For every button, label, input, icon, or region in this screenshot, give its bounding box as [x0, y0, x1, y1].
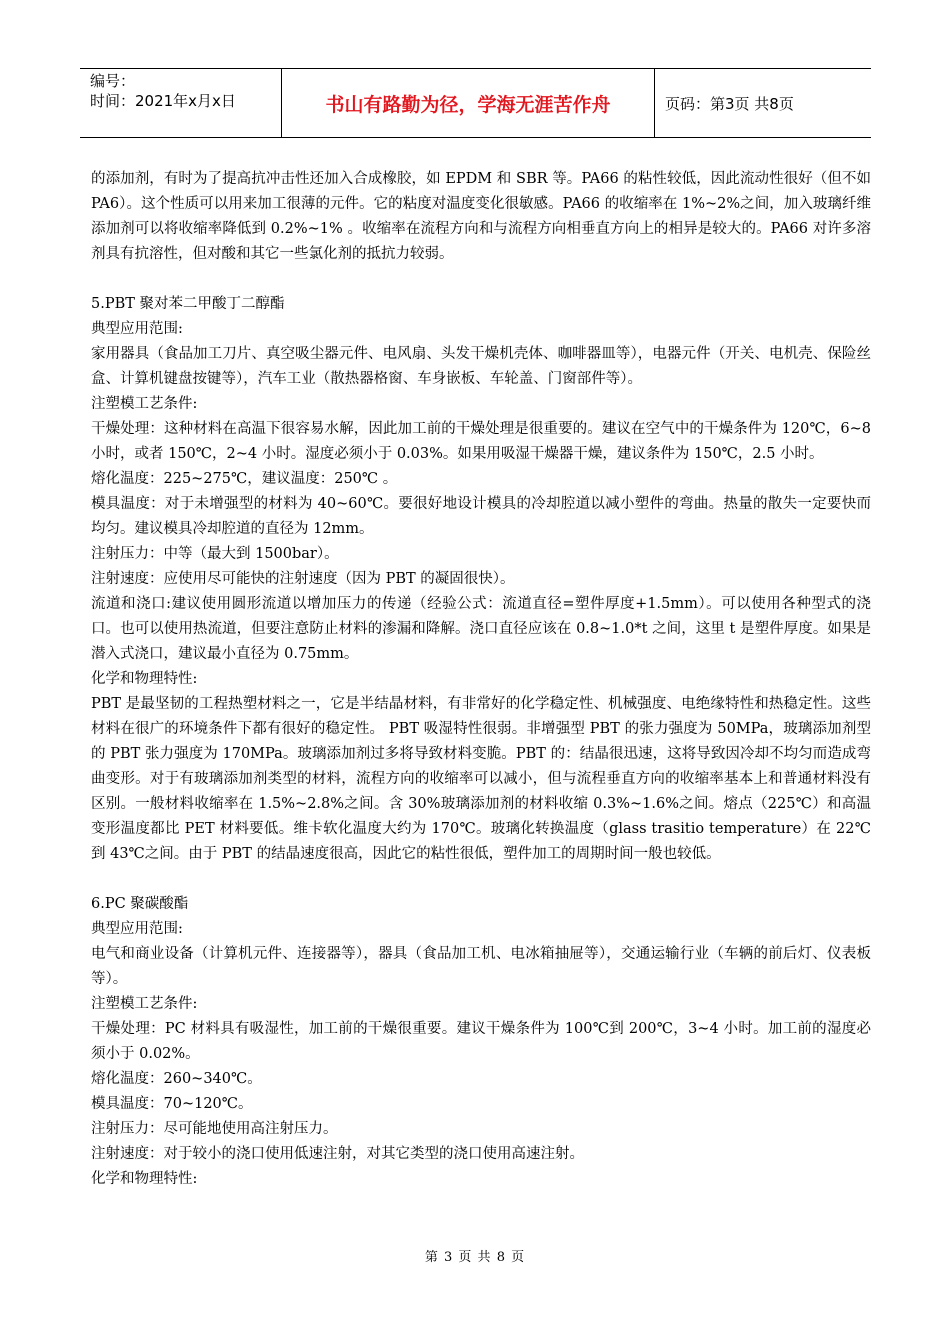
paragraph: 流道和浇口:建议使用圆形流道以增加压力的传递（经验公式：流道直径=塑件厚度+1.5mm）。可以使用各种型式的浇口。也可以使用热流道，但要注意防止材料的渗漏和降解。浇口直径应该在 0.8~1.0*t 之间，这里 t 是塑件厚度。如果是潜入式浇口，建议最小直径为 0.75mm。	[91, 596, 871, 662]
subheading: 典型应用范围:	[91, 921, 183, 937]
paragraph: 熔化温度：260~340℃。	[91, 1071, 262, 1087]
paragraph-gap	[91, 867, 871, 892]
page-header	[80, 68, 871, 138]
paragraph: 熔化温度：225~275℃，建议温度：250℃ 。	[91, 471, 398, 487]
page-footer: 第 3 页 共 8 页	[424, 1250, 526, 1265]
paragraph: 注射速度：应使用尽可能快的注射速度（因为 PBT 的凝固很快）。	[91, 571, 515, 587]
paragraph: 模具温度：对于未增强型的材料为 40~60℃。要很好地设计模具的冷却腔道以减小塑件的弯曲。热量的散失一定要快而均匀。建议模具冷却腔道的直径为 12mm。	[91, 496, 871, 537]
header-page-info: 页码：第3页 共8页	[665, 94, 794, 113]
paragraph: 注射速度：对于较小的浇口使用低速注射，对其它类型的浇口使用高速注射。	[91, 1146, 584, 1162]
paragraph: 干燥处理：PC 材料具有吸湿性，加工前的干燥很重要。建议干燥条件为 100℃到 200℃，3~4 小时。加工前的湿度必须小于 0.02%。	[91, 1021, 871, 1062]
subheading: 化学和物理特性:	[91, 1171, 198, 1187]
paragraph: 电气和商业设备（计算机元件、连接器等），器具（食品加工机、电冰箱抽屉等），交通运输行业（车辆的前后灯、仪表板等）。	[91, 946, 871, 987]
paragraph: 的添加剂，有时为了提高抗冲击性还加入合成橡胶，如 EPDM 和 SBR 等。PA66 的粘性较低，因此流动性很好（但不如 PA6）。这个性质可以用来加工很薄的元件。它的粘度对温度变化很敏感。PA66 的收缩率在 1%~2%之间，加入玻璃纤维添加剂可以将收缩率降低到 0.2%~1% 。收缩率在流程方向和与流程方向相垂直方向上的相异是较大的。PA66 对许多溶剂具有抗溶性，但对酸和其它一些氯化剂的抵抗力较弱。	[91, 171, 871, 262]
header-motto: 书山有路勤为径，学海无涯苦作舟	[281, 69, 655, 137]
paragraph-gap	[91, 267, 871, 292]
paragraph: 注射压力：中等（最大到 1500bar）。	[91, 546, 339, 562]
subheading: 典型应用范围:	[91, 321, 183, 337]
paragraph: 模具温度：70~120℃。	[91, 1096, 253, 1112]
paragraph: 家用器具（食品加工刀片、真空吸尘器元件、电风扇、头发干燥机壳体、咖啡器皿等），电器元件（开关、电机壳、保险丝盒、计算机键盘按键等），汽车工业（散热器格窗、车身嵌板、车轮盖、门窗部件等）。	[91, 346, 871, 387]
document-time-label: 时间：2021年x月x日	[90, 92, 236, 110]
section-heading-pbt: 5.PBT 聚对苯二甲酸丁二醇酯	[91, 296, 285, 312]
subheading: 注塑模工艺条件:	[91, 396, 198, 412]
section-heading-pc: 6.PC 聚碳酸酯	[91, 896, 189, 912]
subheading: 化学和物理特性:	[91, 671, 198, 687]
paragraph: PBT 是最坚韧的工程热塑材料之一，它是半结晶材料，有非常好的化学稳定性、机械强度、电绝缘特性和热稳定性。这些材料在很广的环境条件下都有很好的稳定性。 PBT 吸湿特性很弱。非增强型 PBT 的张力强度为 50MPa，玻璃添加剂型的 PBT 张力强度为 170MPa。玻璃添加剂过多将导致材料变脆。PBT 的：结晶很迅速，这将导致因冷却不均匀而造成弯曲变形。对于有玻璃添加剂类型的材料，流程方向的收缩率可以减小，但与流程垂直方向的收缩率基本上和普通材料没有区别。一般材料收缩率在 1.5%~2.8%之间。含 30%玻璃添加剂的材料收缩 0.3%~1.6%之间。熔点（225℃）和高温变形温度都比 PET 材料要低。维卡软化温度大约为 170℃。玻璃化转换温度（glass trasitio temperature）在 22℃到 43℃之间。由于 PBT 的结晶速度很高，因此它的粘性很低，塑件加工的周期时间一般也较低。	[91, 696, 871, 862]
document-number-label: 编号：	[90, 72, 136, 90]
document-body	[91, 167, 871, 1192]
subheading: 注塑模工艺条件:	[91, 996, 198, 1012]
paragraph: 注射压力：尽可能地使用高注射压力。	[91, 1121, 338, 1137]
header-meta	[80, 69, 281, 137]
paragraph: 干燥处理：这种材料在高温下很容易水解，因此加工前的干燥处理是很重要的。建议在空气中的干燥条件为 120℃，6~8 小时，或者 150℃，2~4 小时。湿度必须小于 0.03%。如果用吸湿干燥器干燥，建议条件为 150℃，2.5 小时。	[91, 421, 871, 462]
